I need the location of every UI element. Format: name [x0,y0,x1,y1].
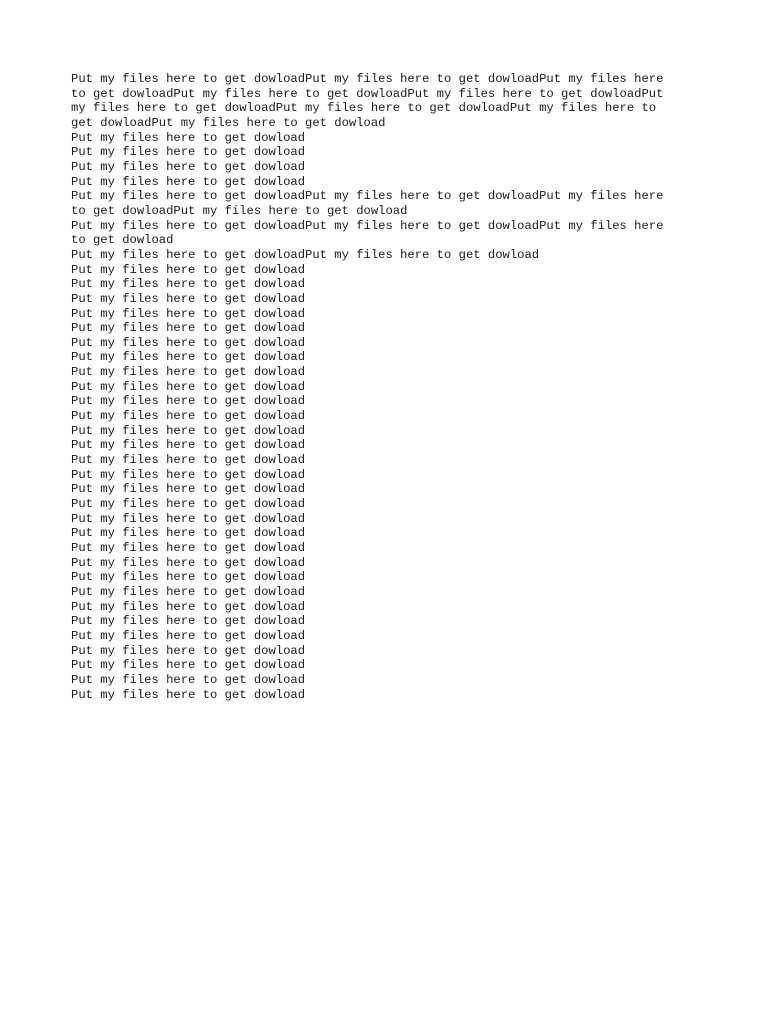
text-line: Put my files here to get dowload [71,409,306,424]
text-line: Put my files here to get dowload [71,130,306,145]
text-line: Put my files here to get dowload [71,467,306,482]
text-line: Put my files here to get dowloadPut my files here to get dowloadPut my files here to get dowload [71,218,664,248]
text-line: Put my files here to get dowload [71,277,306,292]
text-line: Put my files here to get dowload [71,365,306,380]
text-line: Put my files here to get dowloadPut my files here to get dowloadPut my files here to get dowloadPut my files here to get dowloadPut my files here to get dowloadPut my files here to get dowloadPut my files here to get dowloadPut my files here to get dowloadPut my files here to get dowload [71,72,664,130]
text-line: Put my files here to get dowload [71,497,306,512]
text-line: Put my files here to get dowload [71,262,306,277]
text-line: Put my files here to get dowloadPut my files here to get dowload [71,247,540,262]
text-line: Put my files here to get dowload [71,672,306,687]
text-line: Put my files here to get dowload [71,584,306,599]
text-line: Put my files here to get dowload [71,394,306,409]
text-line: Put my files here to get dowload [71,423,306,438]
text-line: Put my files here to get dowload [71,511,306,526]
text-line: Put my files here to get dowload [71,628,306,643]
text-line: Put my files here to get dowload [71,174,306,189]
text-line: Put my files here to get dowload [71,541,306,555]
text-line: Put my files here to get dowload [71,658,306,673]
text-line: Put my files here to get dowload [71,350,306,365]
text-line: Put my files here to get dowload [71,379,306,394]
text-line: Put my files here to get dowload [71,570,306,585]
text-line: Put my files here to get dowload [71,335,306,350]
text-line: Put my files here to get dowload [71,145,306,160]
text-line: Put my files here to get dowload [71,291,306,306]
text-line: Put my files here to get dowload [71,159,306,174]
text-line: Put my files here to get dowloadPut my files here to get dowloadPut my files here to get dowloadPut my files here to get dowload [71,189,664,218]
text-line: Put my files here to get dowload [71,526,306,541]
document-page [71,72,691,702]
text-line: Put my files here to get dowload [71,643,306,658]
text-line: Put my files here to get dowload [71,306,306,321]
text-line: Put my files here to get dowload [71,555,306,570]
text-line: Put my files here to get dowload [71,321,306,336]
text-line: Put my files here to get dowload [71,482,306,497]
text-line: Put my files here to get dowload [71,438,306,453]
text-line: Put my files here to get dowload [71,614,306,629]
text-line: Put my files here to get dowload [71,599,306,614]
text-line: Put my files here to get dowload [71,453,306,468]
text-line: Put my files here to get dowload [71,687,306,702]
